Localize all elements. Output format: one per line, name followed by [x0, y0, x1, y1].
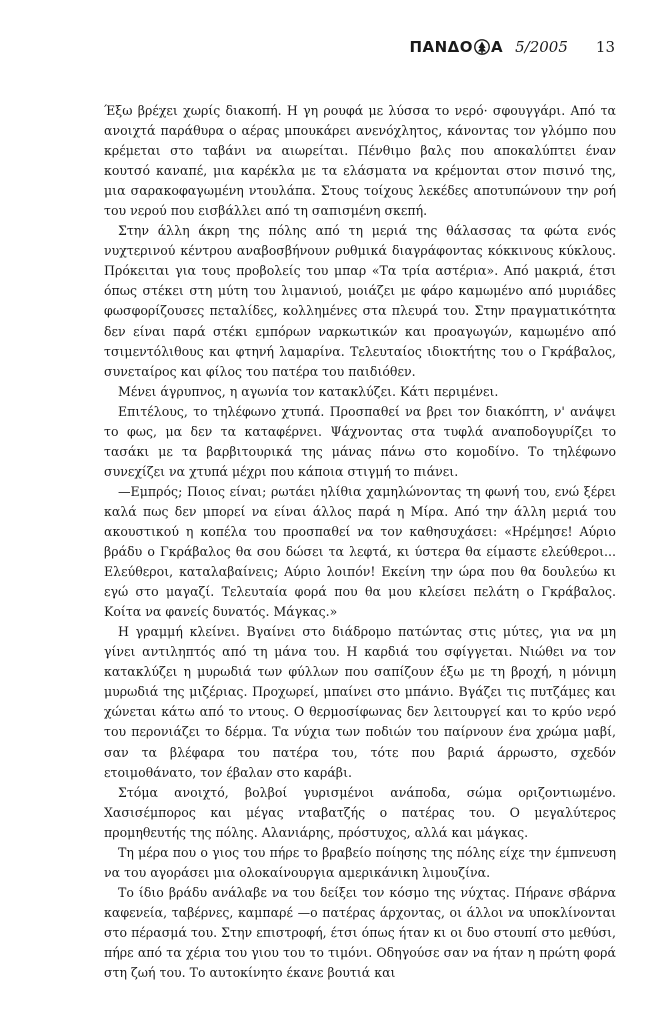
- page-number: 13: [595, 38, 615, 56]
- article-body: [104, 101, 616, 983]
- paragraph: Στην άλλη άκρη της πόλης από τη μεριά της θάλασσας τα φώτα ενός νυχτερινού κέντρου αναβοσβήνουν ρυθμικά διαγράφοντας κόκκινους κύκλους. Πρόκειται για τους προβολείς του μπαρ «Τα τρία αστέρια». Από μακριά, έτσι όπως στέκει στη μύτη του λιμανιού, μοιάζει με φάρο καμωμένο από μυριάδες φωσφορίζουσες πεταλίδες, κολλημένες στα πλευρά του. Στην πραγματικότητα δεν είναι παρά στέκι εμπόρων ναρκωτικών και προαγωγών, καμωμένο από τσιμεντόλιθους και φτηνή λαμαρίνα. Τελευταίος ιδιοκτήτης του ο Γκράβαλος, συνεταίρος και φίλος του πατέρα του παιδιόθεν.: [104, 223, 616, 379]
- brand-name-right: Α: [491, 38, 504, 56]
- paragraph: Η γραμμή κλείνει. Βγαίνει στο διάδρομο πατώντας στις μύτες, για να μη γίνει αντιληπτός από τη μάνα του. Η καρδιά του σφίγγεται. Νιώθει να τον κατακλύζει η μυρωδιά των φύλλων που σαπίζουν έξω με τη βροχή, η μόνιμη μυρωδιά της μιζέριας. Προχωρεί, μπαίνει στο μπάνιο. Βγάζει τις πυτζάμες και χώνεται κάτω από το ντους. Ο θερμοσίφωνας δεν λειτουργεί και το κρύο νερό του περονιάζει το δέρμα. Τα νύχια των ποδιών του παίρνουν ένα χρώμα μαβί, σαν τα βλέφαρα του πατέρα του, τότε που βαριά άρρωστο, σχεδόν ετοιμοθάνατο, τον έβαλαν στο καράβι.: [104, 624, 616, 780]
- magazine-brand: [409, 38, 503, 56]
- paragraph: Έξω βρέχει χωρίς διακοπή. Η γη ρουφά με λύσσα το νερό· σφουγγάρι. Από τα ανοιχτά παράθυρα ο αέρας μπουκάρει ανενόχλητος, κάνοντας τον γλόμπο που κρέμεται στο ταβάνι να αιωρείται. Πένθιμο βαλς που αποκαλύπτει έναν κουτσό καναπέ, μια καρέκλα με τα ελάσματα να κρέμονται στον πισινό της, μια σαρακοφαγωμένη ντουλάπα. Στους τοίχους λεκέδες αποτυπώνουν την ροή του νερού που εισβάλλει από τη σαπισμένη σκεπή.: [104, 103, 616, 219]
- paragraph: Τη μέρα που ο γιος του πήρε το βραβείο ποίησης της πόλης είχε την έμπνευση να του αγοράσει μια ολοκαίνουργια αμερικάνικη λιμουζίνα.: [104, 844, 616, 880]
- paragraph: Το ίδιο βράδυ ανάλαβε να του δείξει τον κόσμο της νύχτας. Πήρανε σβάρνα καφενεία, ταβέρνες, καμπαρέ —ο πατέρας άρχοντας, οι άλλοι να υποκλίνονται στο πέρασμά του. Στην επιστροφή, έτσι όπως ήταν κι οι δυο στουπί στο μεθύσι, πήρε από τα χέρια του γιου του το τιμόνι. Οδηγούσε σαν να ήταν η πρώτη φορά στη ζωή του. Το αυτοκίνητο έκανε βουτιά και: [104, 884, 616, 981]
- brand-name-left: ΠΑΝΔΟ: [409, 38, 474, 56]
- issue-label: 5/2005: [515, 38, 568, 56]
- running-header: [409, 38, 615, 56]
- paragraph: Επιτέλους, το τηλέφωνο χτυπά. Προσπαθεί να βρει τον διακόπτη, ν' ανάψει το φως, μα δεν τα καταφέρνει. Ψάχνοντας στα τυφλά αναποδογυρίζει το τασάκι με τα βαρβιτουρικά της μάνας πάνω στο κομοδίνο. Το τηλέφωνο συνεχίζει να χτυπά μέχρι που κάποια στιγμή το πιάνει.: [104, 403, 616, 479]
- paragraph: Μένει άγρυπνος, η αγωνία τον κατακλύζει. Κάτι περιμένει.: [118, 383, 499, 399]
- pandora-logo-icon: [474, 39, 490, 55]
- paragraph: Στόμα ανοιχτό, βολβοί γυρισμένοι ανάποδα, σώμα οριζοντιωμένο. Χασισέμπορος και μέγας νταβατζής ο πατέρας του. Ο μεγαλύτερος προμηθευτής της πόλης. Αλανιάρης, πρόστυχος, αλλά και μάγκας.: [104, 784, 616, 840]
- paragraph: —Εμπρός; Ποιος είναι; ρωτάει ηλίθια χαμηλώνοντας τη φωνή του, ενώ ξέρει καλά πως δεν μπορεί να είναι άλλος παρά η Μίρα. Από την άλλη μεριά του ακουστικού η κοπέλα του προσπαθεί να τον καθησυχάσει: «Ηρέμησε! Αύριο βράδυ ο Γκράβαλος θα σου δώσει τα λεφτά, κι ύστερα θα είμαστε ελεύθεροι... Ελεύθεροι, καταλαβαίνεις; Αύριο λοιπόν! Εκείνη την ώρα που θα δουλεύω κι εγώ στο μαγαζί. Τελευταία φορά που θα μου κλείσει πελάτη ο Γκράβαλος. Κοίτα να φανείς δυνατός. Μάγκας.»: [104, 483, 616, 620]
